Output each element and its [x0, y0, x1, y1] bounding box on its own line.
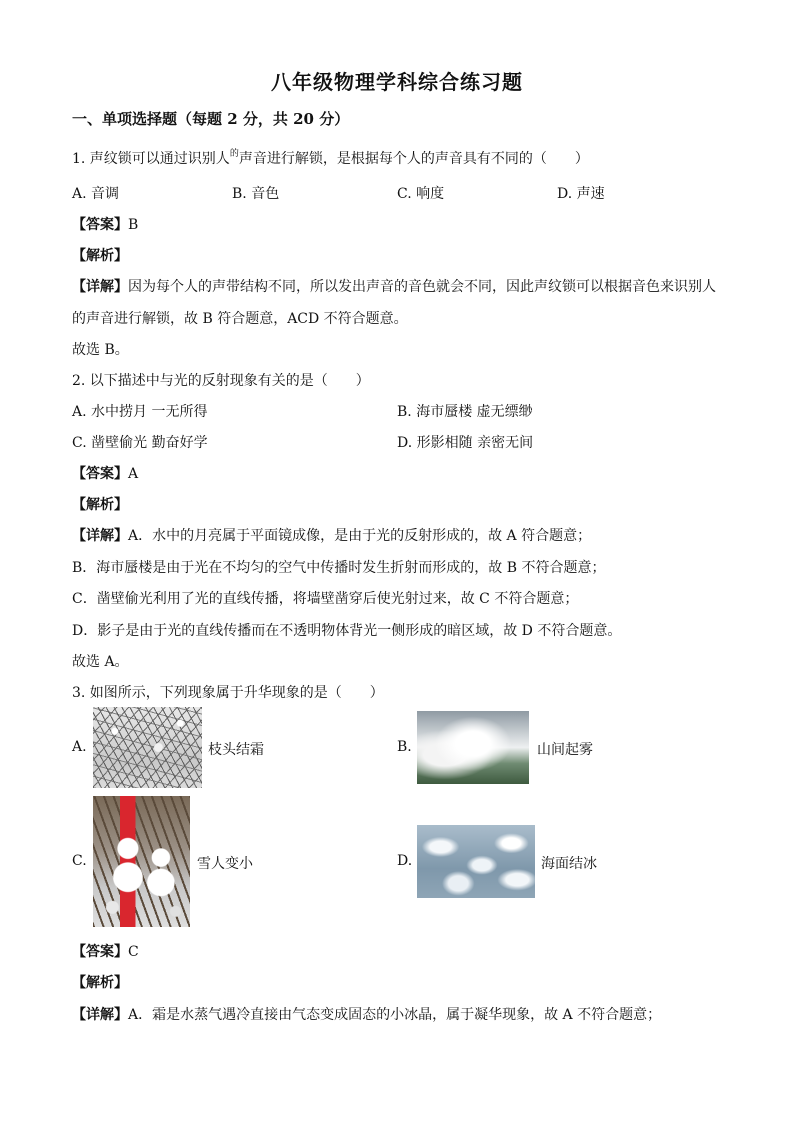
q2-option-a: A. 水中捞月 一无所得 — [72, 404, 208, 420]
mountain-fog-image — [417, 711, 529, 784]
frozen-sea-image — [417, 825, 535, 898]
snowmen-image — [93, 796, 190, 927]
q3-detail-a: 【详解】A．霜是水蒸气遇冷直接由气态变成固态的小冰晶，属于凝华现象，故 A 不符合题意； — [72, 1007, 662, 1023]
q2-detail-a: 【详解】A．水中的月亮属于平面镜成像，是由于光的反射形成的，故 A 符合题意； — [72, 528, 592, 544]
page-title: 八年级物理学科综合练习题 — [271, 70, 523, 94]
q1-answer: 【答案】B — [72, 217, 139, 233]
q2-analysis-label: 【解析】 — [72, 497, 128, 513]
section-heading: 一、单项选择题（每题 2 分，共 20 分） — [72, 110, 350, 128]
q3-option-d-label: 海面结冰 — [541, 856, 597, 872]
q3-option-a-label: 枝头结霜 — [208, 742, 264, 758]
q1-conclusion: 故选 B。 — [72, 342, 129, 358]
q2-option-d: D. 形影相随 亲密无间 — [397, 435, 534, 451]
q2-option-c: C. 凿壁偷光 勤奋好学 — [72, 435, 208, 451]
q1-analysis-label: 【解析】 — [72, 248, 128, 264]
q1-option-d: D. 声速 — [557, 186, 605, 202]
q3-option-b-letter: B. — [397, 739, 412, 755]
q3-option-d-letter: D. — [397, 853, 413, 869]
q3-answer: 【答案】C — [72, 944, 139, 960]
q3-option-c-label: 雪人变小 — [197, 856, 253, 872]
q1-option-b: B. 音色 — [232, 186, 280, 202]
q3-analysis-label: 【解析】 — [72, 975, 128, 991]
q1-option-c: C. 响度 — [397, 186, 445, 202]
q2-detail-d: D．影子是由于光的直线传播而在不透明物体背光一侧形成的暗区域，故 D 不符合题意。 — [72, 623, 622, 639]
question-1-stem: 1. 声纹锁可以通过识别人$^的$声音进行解锁，是根据每个人的声音具有不同的（ ） — [72, 149, 589, 167]
q2-detail-c: C．凿壁偷光利用了光的直线传播，将墙壁凿穿后使光射过来，故 C 不符合题意； — [72, 591, 579, 607]
q3-option-b-label: 山间起雾 — [537, 742, 593, 758]
q1-detail-line-2: 的声音进行解锁，故 B 符合题意，ACD 不符合题意。 — [72, 311, 408, 327]
q2-answer: 【答案】A — [72, 466, 139, 482]
question-2-stem: 2. 以下描述中与光的反射现象有关的是（ ） — [72, 373, 370, 389]
q1-option-a: A. 音调 — [72, 186, 120, 202]
q1-detail-line-1: 【详解】因为每个人的声带结构不同，所以发出声音的音色就会不同，因此声纹锁可以根据音色来识别人 — [72, 279, 716, 295]
q3-option-c-letter: C. — [72, 853, 87, 869]
question-3-stem: 3. 如图所示，下列现象属于升华现象的是（ ） — [72, 685, 384, 701]
frost-branches-image — [93, 707, 202, 788]
q2-option-b: B. 海市蜃楼 虚无缥缈 — [397, 404, 533, 420]
q2-conclusion: 故选 A。 — [72, 654, 129, 670]
q2-detail-b: B．海市蜃楼是由于光在不均匀的空气中传播时发生折射而形成的，故 B 不符合题意； — [72, 560, 606, 576]
q3-option-a-letter: A. — [72, 739, 87, 755]
